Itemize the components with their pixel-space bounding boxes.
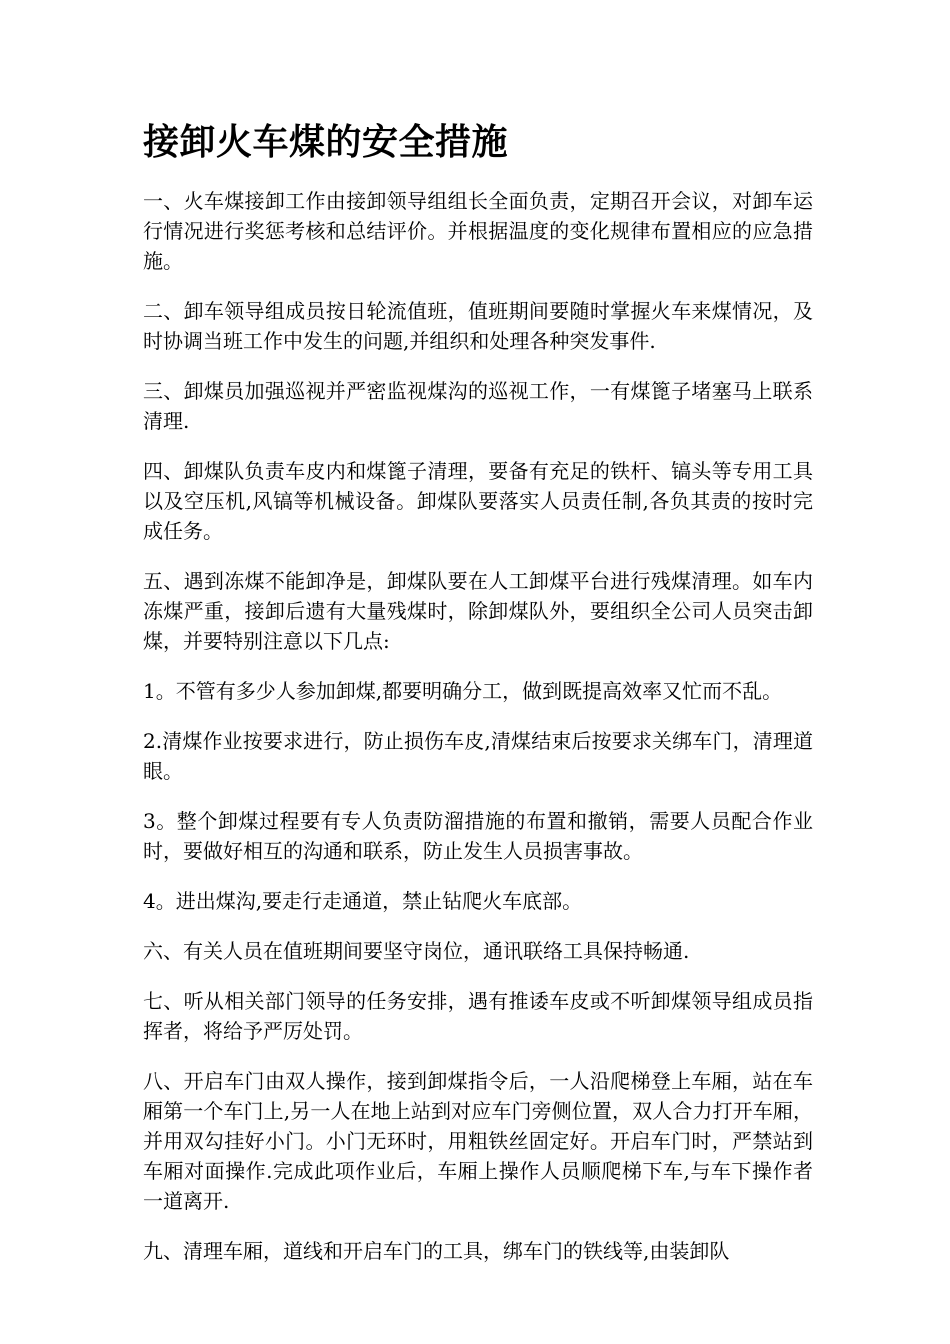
sub-item-4: 4。进出煤沟,要走行走通道，禁止钻爬火车底部。: [143, 889, 583, 913]
paragraph-7: 七、听从相关部门领导的任务安排，遇有推诿车皮或不听卸煤领导组成员指挥者，将给予严厉处罚。: [143, 989, 813, 1043]
sub-item-3: 3。整个卸煤过程要有专人负责防溜措施的布置和撤销，需要人员配合作业时，要做好相互的沟通和联系，防止发生人员损害事故。: [143, 809, 813, 863]
document-page: [143, 118, 813, 1286]
paragraph-5: 五、遇到冻煤不能卸净是，卸煤队要在人工卸煤平台进行残煤清理。如车内冻煤严重，接卸后遗有大量残煤时，除卸煤队外，要组织全公司人员突击卸煤，并要特别注意以下几点:: [143, 569, 813, 653]
sub-item-2: 2.清煤作业按要求进行，防止损伤车皮,清煤结束后按要求关绑车门，清理道眼。: [143, 729, 813, 783]
paragraph-6: 六、有关人员在值班期间要坚守岗位，通讯联络工具保持畅通.: [143, 939, 690, 963]
paragraph-8: 八、开启车门由双人操作，接到卸煤指令后，一人沿爬梯登上车厢，站在车厢第一个车门上,另一人在地上站到对应车门旁侧位置，双人合力打开车厢，并用双勾挂好小门。小门无环时，用粗铁丝固定好。开启车门时，严禁站到车厢对面操作.完成此项作业后，车厢上操作人员顺爬梯下车,与车下操作者一道离开.: [143, 1069, 813, 1213]
paragraph-9: 九、清理车厢，道线和开启车门的工具，绑车门的铁线等,由装卸队: [143, 1239, 730, 1263]
sub-item-1: 1。不管有多少人参加卸煤,都要明确分工，做到既提高效率又忙而不乱。: [143, 679, 783, 703]
document-title: 接卸火车煤的安全措施: [143, 121, 509, 163]
paragraph-1: 一、火车煤接卸工作由接卸领导组组长全面负责，定期召开会议，对卸车运行情况进行奖惩考核和总结评价。并根据温度的变化规律布置相应的应急措施。: [143, 189, 813, 273]
paragraph-4: 四、卸煤队负责车皮内和煤篦子清理，要备有充足的铁杆、镐头等专用工具以及空压机,风镐等机械设备。卸煤队要落实人员责任制,各负其责的按时完成任务。: [143, 459, 813, 543]
paragraph-2: 二、卸车领导组成员按日轮流值班，值班期间要随时掌握火车来煤情况，及时协调当班工作中发生的问题,并组织和处理各种突发事件.: [143, 299, 813, 353]
paragraph-3: 三、卸煤员加强巡视并严密监视煤沟的巡视工作，一有煤篦子堵塞马上联系清理.: [143, 379, 813, 433]
